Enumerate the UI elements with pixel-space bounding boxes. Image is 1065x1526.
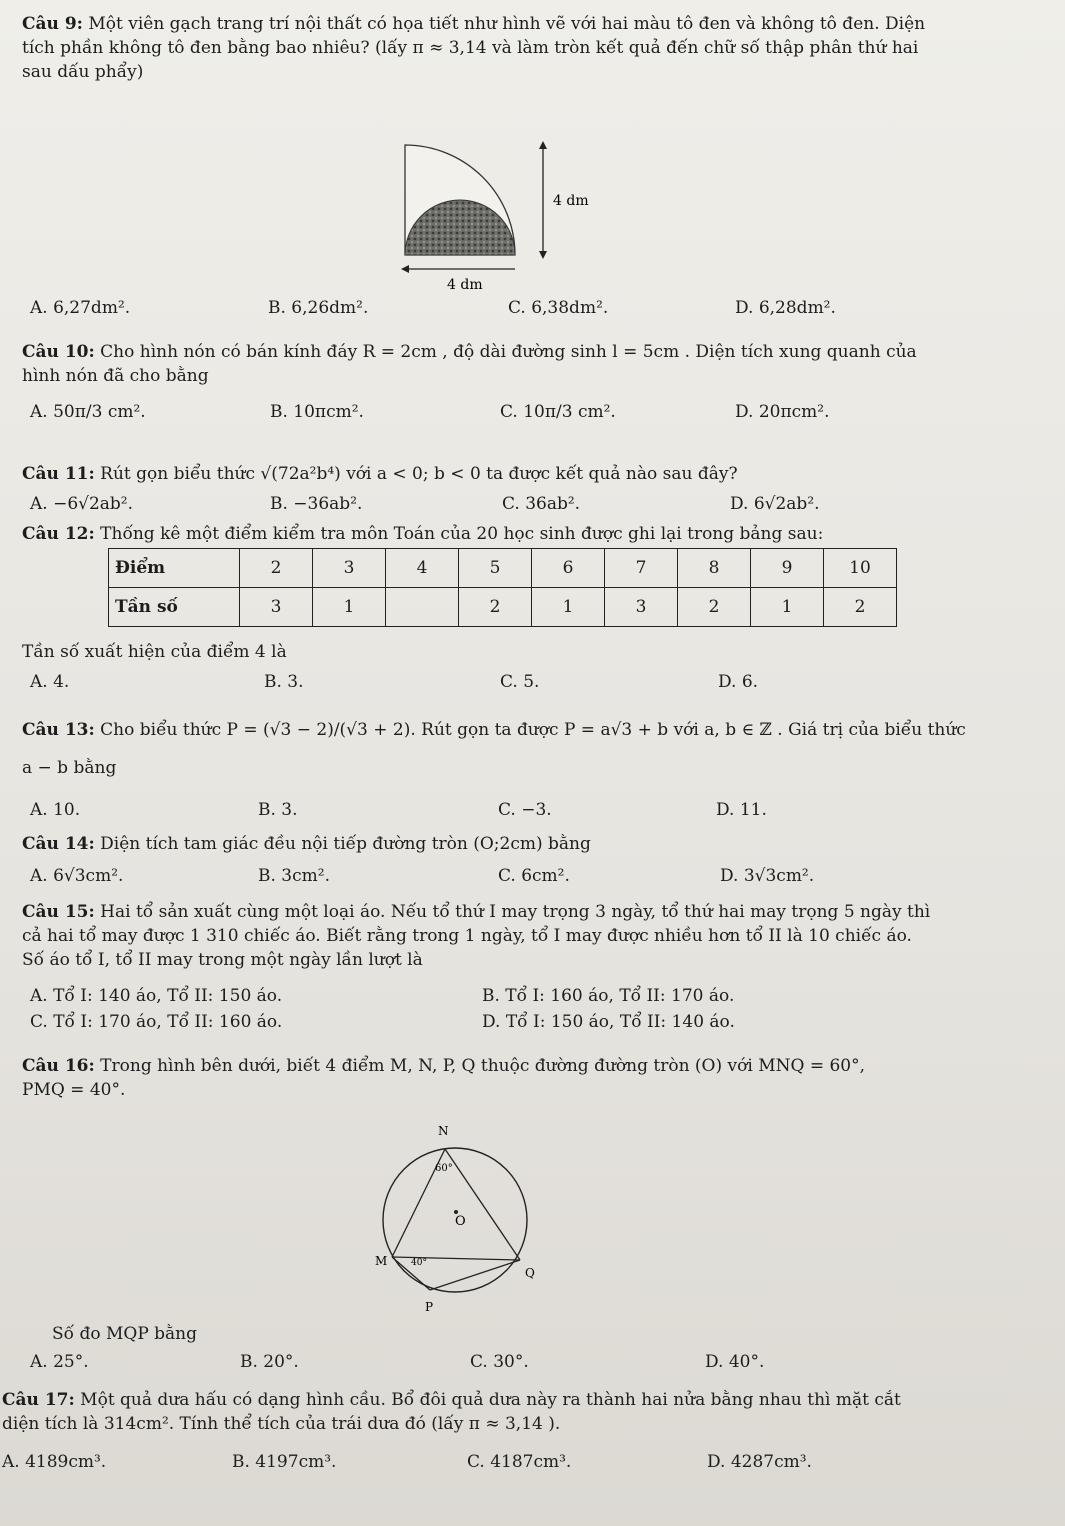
- question-16: [22, 1054, 1032, 1102]
- angle-m-label: 40°: [411, 1258, 427, 1268]
- q17-option-c[interactable]: C. 4187cm³.: [467, 1452, 572, 1472]
- fig-side-label: 4 dm: [553, 193, 589, 209]
- q16-option-a[interactable]: A. 25°.: [30, 1352, 89, 1372]
- q15-option-d[interactable]: D. Tổ I: 150 áo, Tổ II: 140 áo.: [482, 1012, 735, 1032]
- q15-options-row2: [30, 1012, 1040, 1038]
- q15-line3: Số áo tổ I, tổ II may trong một ngày lần lượt là: [22, 950, 423, 970]
- q15-option-a[interactable]: A. Tổ I: 140 áo, Tổ II: 150 áo.: [30, 986, 283, 1006]
- table-cell: [386, 588, 459, 627]
- question-10: [22, 340, 1032, 388]
- q17-line1: Một quả dưa hấu có dạng hình cầu. Bổ đôi quả dưa này ra thành hai nửa bằng nhau thì mặt cắt: [80, 1390, 901, 1410]
- q16-options: [30, 1352, 1040, 1378]
- q16-question-text: Số đo MQP bằng: [52, 1324, 198, 1344]
- q16-label: Câu 16:: [22, 1056, 95, 1076]
- angle-n-label: 60°: [435, 1163, 453, 1174]
- question-9: [22, 12, 1032, 84]
- q13-line2: a − b bằng: [22, 758, 117, 778]
- q12-option-a[interactable]: A. 4.: [30, 672, 70, 692]
- table-cell: 2: [678, 588, 751, 627]
- table-cell: 6: [532, 549, 605, 588]
- q11-option-c[interactable]: C. 36ab².: [502, 494, 581, 514]
- q12-options: [30, 672, 1040, 698]
- q17-option-b[interactable]: B. 4197cm³.: [232, 1452, 337, 1472]
- question-15: [22, 900, 1032, 972]
- table-cell: 9: [751, 549, 824, 588]
- q13-label: Câu 13:: [22, 720, 95, 740]
- table-cell: 2: [240, 549, 313, 588]
- q12-label: Câu 12:: [22, 524, 95, 544]
- q14-option-b[interactable]: B. 3cm².: [258, 866, 330, 886]
- q12-question: [22, 640, 1032, 664]
- table-cell: 2: [824, 588, 897, 627]
- table-cell: 7: [605, 549, 678, 588]
- q16-option-b[interactable]: B. 20°.: [240, 1352, 299, 1372]
- q13-line1: Cho biểu thức P = (√3 − 2)/(√3 + 2). Rút gọn ta được P = a√3 + b với a, b ∈ ℤ . Giá trị của biểu thức: [100, 720, 966, 740]
- table-cell: 2: [459, 588, 532, 627]
- q15-line2: cả hai tổ may được 1 310 chiếc áo. Biết rằng trong 1 ngày, tổ I may được nhiều hơn tổ II là 10 chiếc áo.: [22, 926, 912, 946]
- circle-figure: [355, 1115, 555, 1320]
- q11-options: [30, 494, 1040, 520]
- q15-option-c[interactable]: C. Tổ I: 170 áo, Tổ II: 160 áo.: [30, 1012, 283, 1032]
- q16-option-d[interactable]: D. 40°.: [705, 1352, 765, 1372]
- point-m-label: M: [375, 1254, 388, 1268]
- table-cell: 1: [313, 588, 386, 627]
- q14-option-c[interactable]: C. 6cm².: [498, 866, 570, 886]
- question-13: [22, 718, 1032, 780]
- question-14: [22, 832, 1032, 856]
- q14-option-d[interactable]: D. 3√3cm².: [720, 866, 815, 886]
- point-n-label: N: [438, 1124, 449, 1138]
- table-cell: 8: [678, 549, 751, 588]
- q11-option-a[interactable]: A. −6√2ab².: [30, 494, 134, 514]
- q9-line2: tích phần không tô đen bằng bao nhiêu? (lấy π ≈ 3,14 và làm tròn kết quả đến chữ số thập phân thứ hai: [22, 38, 919, 58]
- q12-text: Thống kê một điểm kiểm tra môn Toán của 20 học sinh được ghi lại trong bảng sau:: [100, 524, 824, 544]
- q13-option-b[interactable]: B. 3.: [258, 800, 298, 820]
- table-row-scores: [109, 549, 897, 588]
- q9-line3: sau dấu phẩy): [22, 62, 144, 82]
- table-cell: 4: [386, 549, 459, 588]
- table-cell: 3: [605, 588, 678, 627]
- q10-line2: hình nón đã cho bằng: [22, 366, 209, 386]
- table-row-frequency: [109, 588, 897, 627]
- question-12: [22, 522, 1032, 546]
- q9-options: [30, 298, 1040, 324]
- q15-options-row1: [30, 986, 1040, 1012]
- q15-line1: Hai tổ sản xuất cùng một loại áo. Nếu tổ thứ I may trọng 3 ngày, tổ thứ hai may trọng 5 ngày thì: [100, 902, 931, 922]
- table-header-score: Điểm: [109, 549, 240, 588]
- q10-option-a[interactable]: A. 50π/3 cm².: [30, 402, 146, 422]
- q10-options: [30, 402, 1040, 428]
- q9-option-b[interactable]: B. 6,26dm².: [268, 298, 369, 318]
- q12-option-d[interactable]: D. 6.: [718, 672, 759, 692]
- q9-option-a[interactable]: A. 6,27dm².: [30, 298, 131, 318]
- q13-option-a[interactable]: A. 10.: [30, 800, 81, 820]
- q17-option-d[interactable]: D. 4287cm³.: [707, 1452, 812, 1472]
- q10-label: Câu 10:: [22, 342, 95, 362]
- q12-question-text: Tần số xuất hiện của điểm 4 là: [22, 642, 287, 662]
- q14-option-a[interactable]: A. 6√3cm².: [30, 866, 124, 886]
- q11-option-b[interactable]: B. −36ab².: [270, 494, 363, 514]
- fig-bottom-label: 4 dm: [447, 277, 483, 293]
- q16-line1: Trong hình bên dưới, biết 4 điểm M, N, P, Q thuộc đường đường tròn (O) với MNQ = 60°,: [100, 1056, 866, 1076]
- q13-option-d[interactable]: D. 11.: [716, 800, 767, 820]
- q14-options: [30, 866, 1040, 892]
- q9-line1: Một viên gạch trang trí nội thất có họa tiết như hình vẽ với hai màu tô đen và không tô đen. Diện: [88, 14, 926, 34]
- q16-question: [52, 1322, 1062, 1346]
- tile-figure: [395, 135, 605, 295]
- q9-label: Câu 9:: [22, 14, 83, 34]
- point-q-label: Q: [525, 1266, 535, 1280]
- q10-option-d[interactable]: D. 20πcm².: [735, 402, 830, 422]
- q16-line2: PMQ = 40°.: [22, 1080, 126, 1100]
- q17-option-a[interactable]: A. 4189cm³.: [2, 1452, 107, 1472]
- question-11: [22, 462, 1032, 486]
- point-o-label: O: [455, 1214, 466, 1229]
- q11-option-d[interactable]: D. 6√2ab².: [730, 494, 820, 514]
- score-frequency-table: [108, 548, 897, 627]
- table-cell: 3: [240, 588, 313, 627]
- table-cell: 1: [532, 588, 605, 627]
- table-cell: 5: [459, 549, 532, 588]
- table-cell: 3: [313, 549, 386, 588]
- q15-option-b[interactable]: B. Tổ I: 160 áo, Tổ II: 170 áo.: [482, 986, 735, 1006]
- table-header-frequency: Tần số: [109, 588, 240, 627]
- point-p-label: P: [425, 1300, 434, 1314]
- q9-option-c[interactable]: C. 6,38dm².: [508, 298, 609, 318]
- q10-option-b[interactable]: B. 10πcm².: [270, 402, 364, 422]
- q17-options: [2, 1452, 1012, 1478]
- table-cell: 1: [751, 588, 824, 627]
- q12-option-b[interactable]: B. 3.: [264, 672, 304, 692]
- q13-options: [30, 800, 1040, 826]
- q14-text: Diện tích tam giác đều nội tiếp đường tròn (O;2cm) bằng: [100, 834, 591, 854]
- q16-option-c[interactable]: C. 30°.: [470, 1352, 529, 1372]
- q17-line2: diện tích là 314cm². Tính thể tích của trái dưa đó (lấy π ≈ 3,14 ).: [2, 1414, 561, 1434]
- q14-label: Câu 14:: [22, 834, 95, 854]
- q13-option-c[interactable]: C. −3.: [498, 800, 552, 820]
- question-17: [2, 1388, 1012, 1436]
- q10-option-c[interactable]: C. 10π/3 cm².: [500, 402, 616, 422]
- q17-label: Câu 17:: [2, 1390, 75, 1410]
- q10-line1: Cho hình nón có bán kính đáy R = 2cm , độ dài đường sinh l = 5cm . Diện tích xung quanh của: [100, 342, 917, 362]
- table-cell: 10: [824, 549, 897, 588]
- q9-option-d[interactable]: D. 6,28dm².: [735, 298, 836, 318]
- q11-text: Rút gọn biểu thức √(72a²b⁴) với a < 0; b < 0 ta được kết quả nào sau đây?: [100, 464, 738, 484]
- q11-label: Câu 11:: [22, 464, 95, 484]
- q15-label: Câu 15:: [22, 902, 95, 922]
- q12-option-c[interactable]: C. 5.: [500, 672, 540, 692]
